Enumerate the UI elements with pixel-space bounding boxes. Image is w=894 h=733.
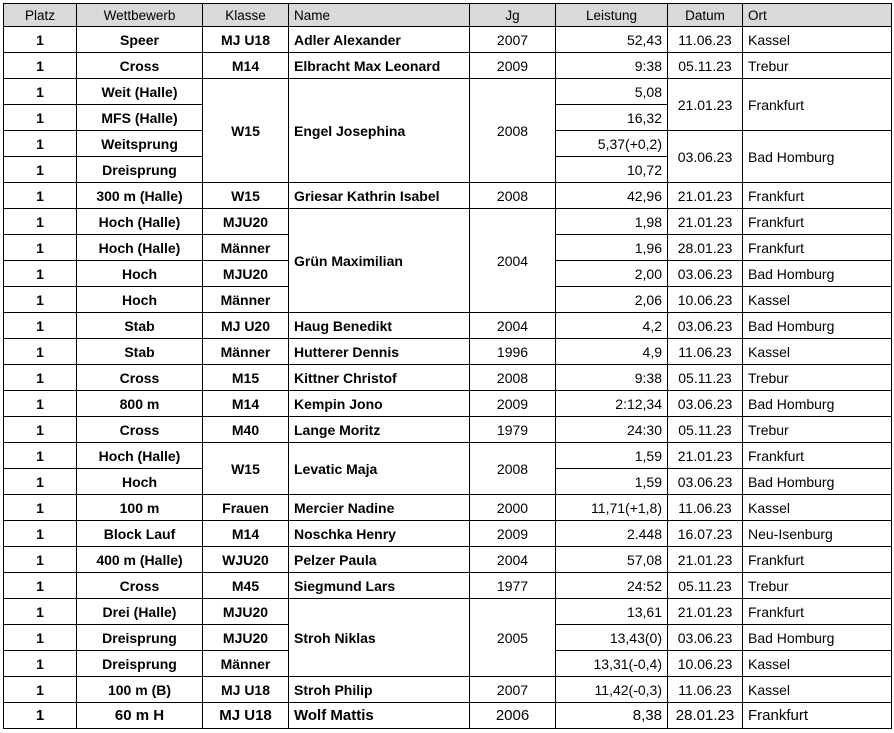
cell-wettbewerb: Stab (77, 313, 203, 339)
table-row (4, 547, 892, 573)
cell-klasse: Männer (203, 651, 289, 677)
cell-name: Noschka Henry (289, 521, 470, 547)
cell-name: Lange Moritz (289, 417, 470, 443)
cell-klasse: M14 (203, 521, 289, 547)
cell-klasse: MJ U18 (203, 703, 289, 729)
header-klasse: Klasse (203, 4, 289, 27)
cell-datum: 03.06.23 (668, 391, 743, 417)
table-row (4, 573, 892, 599)
cell-klasse: M14 (203, 391, 289, 417)
cell-leistung: 13,31(-0,4) (556, 651, 668, 677)
cell-wettbewerb: Weitsprung (77, 131, 203, 157)
cell-wettbewerb: Cross (77, 417, 203, 443)
cell-jg: 2006 (470, 703, 556, 729)
table-row (4, 417, 892, 443)
cell-name: Stroh Niklas (289, 599, 470, 677)
cell-klasse: W15 (203, 183, 289, 209)
cell-ort: Kassel (743, 651, 892, 677)
cell-platz: 1 (4, 521, 77, 547)
cell-leistung: 9:38 (556, 53, 668, 79)
cell-platz: 1 (4, 53, 77, 79)
cell-wettbewerb: Block Lauf (77, 521, 203, 547)
cell-platz: 1 (4, 651, 77, 677)
cell-datum: 28.01.23 (668, 235, 743, 261)
cell-wettbewerb: 800 m (77, 391, 203, 417)
results-table (3, 3, 892, 729)
cell-datum: 05.11.23 (668, 365, 743, 391)
cell-ort: Frankfurt (743, 703, 892, 729)
cell-wettbewerb: 100 m (B) (77, 677, 203, 703)
cell-wettbewerb: Hoch (77, 261, 203, 287)
cell-ort: Frankfurt (743, 443, 892, 469)
header-jg: Jg (470, 4, 556, 27)
cell-datum: 21.01.23 (668, 79, 743, 131)
cell-platz: 1 (4, 469, 77, 495)
cell-klasse: M45 (203, 573, 289, 599)
cell-klasse: Männer (203, 339, 289, 365)
cell-platz: 1 (4, 443, 77, 469)
cell-datum: 03.06.23 (668, 131, 743, 183)
cell-platz: 1 (4, 235, 77, 261)
cell-ort: Neu-Isenburg (743, 521, 892, 547)
cell-wettbewerb: Hoch (Halle) (77, 235, 203, 261)
table-row (4, 703, 892, 729)
header-leistung: Leistung (556, 4, 668, 27)
table-row (4, 521, 892, 547)
cell-ort: Trebur (743, 573, 892, 599)
cell-klasse: MJU20 (203, 209, 289, 235)
cell-jg: 2007 (470, 677, 556, 703)
cell-ort: Frankfurt (743, 235, 892, 261)
cell-klasse: MJ U18 (203, 677, 289, 703)
cell-ort: Kassel (743, 339, 892, 365)
cell-datum: 03.06.23 (668, 469, 743, 495)
table-row (4, 53, 892, 79)
cell-jg: 1977 (470, 573, 556, 599)
cell-name: Engel Josephina (289, 79, 470, 183)
cell-jg: 1979 (470, 417, 556, 443)
cell-datum: 11.06.23 (668, 677, 743, 703)
cell-klasse: W15 (203, 79, 289, 183)
cell-platz: 1 (4, 495, 77, 521)
cell-name: Hutterer Dennis (289, 339, 470, 365)
cell-leistung: 24:52 (556, 573, 668, 599)
cell-leistung: 11,42(-0,3) (556, 677, 668, 703)
cell-wettbewerb: Hoch (77, 287, 203, 313)
table-row (4, 79, 892, 105)
cell-leistung: 1,96 (556, 235, 668, 261)
cell-datum: 16.07.23 (668, 521, 743, 547)
cell-platz: 1 (4, 27, 77, 53)
cell-datum: 11.06.23 (668, 495, 743, 521)
cell-platz: 1 (4, 365, 77, 391)
cell-klasse: M15 (203, 365, 289, 391)
cell-klasse: MJ U20 (203, 313, 289, 339)
table-row (4, 339, 892, 365)
cell-name: Grün Maximilian (289, 209, 470, 313)
cell-datum: 03.06.23 (668, 261, 743, 287)
table-row (4, 391, 892, 417)
cell-platz: 1 (4, 547, 77, 573)
cell-wettbewerb: Hoch (Halle) (77, 443, 203, 469)
cell-platz: 1 (4, 599, 77, 625)
cell-datum: 11.06.23 (668, 339, 743, 365)
cell-platz: 1 (4, 183, 77, 209)
header-name: Name (289, 4, 470, 27)
cell-name: Adler Alexander (289, 27, 470, 53)
cell-leistung: 2,06 (556, 287, 668, 313)
cell-datum: 11.06.23 (668, 27, 743, 53)
cell-name: Stroh Philip (289, 677, 470, 703)
cell-leistung: 1,59 (556, 469, 668, 495)
cell-datum: 05.11.23 (668, 53, 743, 79)
cell-jg: 2004 (470, 547, 556, 573)
cell-leistung: 2:12,34 (556, 391, 668, 417)
cell-ort: Trebur (743, 53, 892, 79)
cell-platz: 1 (4, 79, 77, 105)
cell-name: Siegmund Lars (289, 573, 470, 599)
cell-ort: Frankfurt (743, 79, 892, 131)
cell-datum: 28.01.23 (668, 703, 743, 729)
cell-jg: 2005 (470, 599, 556, 677)
table-row (4, 27, 892, 53)
cell-datum: 21.01.23 (668, 209, 743, 235)
cell-platz: 1 (4, 261, 77, 287)
cell-leistung: 4,9 (556, 339, 668, 365)
cell-klasse: MJU20 (203, 625, 289, 651)
cell-ort: Kassel (743, 27, 892, 53)
cell-leistung: 13,61 (556, 599, 668, 625)
cell-wettbewerb: Speer (77, 27, 203, 53)
cell-klasse: WJU20 (203, 547, 289, 573)
table-row (4, 443, 892, 469)
cell-wettbewerb: Cross (77, 573, 203, 599)
cell-jg: 2008 (470, 79, 556, 183)
cell-jg: 2007 (470, 27, 556, 53)
cell-wettbewerb: 60 m H (77, 703, 203, 729)
cell-datum: 21.01.23 (668, 547, 743, 573)
cell-name: Levatic Maja (289, 443, 470, 495)
cell-wettbewerb: Drei (Halle) (77, 599, 203, 625)
cell-klasse: Frauen (203, 495, 289, 521)
cell-klasse: Männer (203, 287, 289, 313)
cell-datum: 10.06.23 (668, 287, 743, 313)
cell-platz: 1 (4, 105, 77, 131)
cell-platz: 1 (4, 677, 77, 703)
cell-wettbewerb: Cross (77, 53, 203, 79)
cell-klasse: M14 (203, 53, 289, 79)
cell-ort: Bad Homburg (743, 131, 892, 183)
cell-wettbewerb: Dreisprung (77, 625, 203, 651)
cell-jg: 2008 (470, 365, 556, 391)
cell-wettbewerb: MFS (Halle) (77, 105, 203, 131)
cell-klasse: W15 (203, 443, 289, 495)
cell-ort: Bad Homburg (743, 391, 892, 417)
cell-ort: Kassel (743, 677, 892, 703)
cell-wettbewerb: Weit (Halle) (77, 79, 203, 105)
cell-jg: 2009 (470, 391, 556, 417)
cell-jg: 2004 (470, 313, 556, 339)
cell-ort: Bad Homburg (743, 313, 892, 339)
header-datum: Datum (668, 4, 743, 27)
cell-datum: 21.01.23 (668, 599, 743, 625)
cell-platz: 1 (4, 625, 77, 651)
header-row (4, 4, 892, 27)
cell-ort: Trebur (743, 365, 892, 391)
cell-leistung: 57,08 (556, 547, 668, 573)
cell-platz: 1 (4, 573, 77, 599)
cell-leistung: 5,08 (556, 79, 668, 105)
cell-datum: 05.11.23 (668, 573, 743, 599)
cell-name: Pelzer Paula (289, 547, 470, 573)
cell-ort: Bad Homburg (743, 469, 892, 495)
cell-platz: 1 (4, 339, 77, 365)
table-row (4, 209, 892, 235)
cell-name: Wolf Mattis (289, 703, 470, 729)
cell-name: Kittner Christof (289, 365, 470, 391)
cell-wettbewerb: Dreisprung (77, 651, 203, 677)
cell-platz: 1 (4, 391, 77, 417)
cell-platz: 1 (4, 417, 77, 443)
table-row (4, 495, 892, 521)
cell-leistung: 8,38 (556, 703, 668, 729)
cell-ort: Bad Homburg (743, 261, 892, 287)
cell-klasse: Männer (203, 235, 289, 261)
cell-name: Griesar Kathrin Isabel (289, 183, 470, 209)
cell-wettbewerb: Hoch (77, 469, 203, 495)
cell-jg: 1996 (470, 339, 556, 365)
cell-platz: 1 (4, 157, 77, 183)
cell-name: Elbracht Max Leonard (289, 53, 470, 79)
cell-leistung: 24:30 (556, 417, 668, 443)
cell-leistung: 1,98 (556, 209, 668, 235)
header-wettbewerb: Wettbewerb (77, 4, 203, 27)
cell-datum: 03.06.23 (668, 313, 743, 339)
table-row (4, 183, 892, 209)
cell-leistung: 5,37(+0,2) (556, 131, 668, 157)
cell-datum: 21.01.23 (668, 183, 743, 209)
cell-leistung: 52,43 (556, 27, 668, 53)
cell-leistung: 16,32 (556, 105, 668, 131)
cell-datum: 03.06.23 (668, 625, 743, 651)
cell-leistung: 2,00 (556, 261, 668, 287)
header-platz: Platz (4, 4, 77, 27)
cell-ort: Frankfurt (743, 547, 892, 573)
cell-klasse: MJ U18 (203, 27, 289, 53)
cell-wettbewerb: 400 m (Halle) (77, 547, 203, 573)
cell-wettbewerb: 300 m (Halle) (77, 183, 203, 209)
cell-jg: 2008 (470, 183, 556, 209)
cell-platz: 1 (4, 703, 77, 729)
cell-jg: 2004 (470, 209, 556, 313)
cell-datum: 21.01.23 (668, 443, 743, 469)
table-row (4, 365, 892, 391)
cell-leistung: 42,96 (556, 183, 668, 209)
cell-leistung: 9:38 (556, 365, 668, 391)
cell-platz: 1 (4, 131, 77, 157)
cell-leistung: 2.448 (556, 521, 668, 547)
cell-ort: Frankfurt (743, 209, 892, 235)
cell-klasse: M40 (203, 417, 289, 443)
cell-leistung: 13,43(0) (556, 625, 668, 651)
table-row (4, 599, 892, 625)
table-row (4, 677, 892, 703)
cell-ort: Kassel (743, 495, 892, 521)
cell-wettbewerb: Dreisprung (77, 157, 203, 183)
cell-leistung: 10,72 (556, 157, 668, 183)
cell-ort: Frankfurt (743, 183, 892, 209)
cell-name: Haug Benedikt (289, 313, 470, 339)
cell-jg: 2009 (470, 521, 556, 547)
cell-datum: 05.11.23 (668, 417, 743, 443)
header-ort: Ort (743, 4, 892, 27)
cell-wettbewerb: 100 m (77, 495, 203, 521)
cell-name: Kempin Jono (289, 391, 470, 417)
cell-jg: 2008 (470, 443, 556, 495)
cell-platz: 1 (4, 313, 77, 339)
table-row (4, 313, 892, 339)
cell-ort: Bad Homburg (743, 625, 892, 651)
cell-ort: Frankfurt (743, 599, 892, 625)
cell-leistung: 1,59 (556, 443, 668, 469)
cell-wettbewerb: Stab (77, 339, 203, 365)
cell-klasse: MJU20 (203, 599, 289, 625)
cell-platz: 1 (4, 287, 77, 313)
cell-ort: Kassel (743, 287, 892, 313)
cell-wettbewerb: Cross (77, 365, 203, 391)
cell-leistung: 4,2 (556, 313, 668, 339)
cell-klasse: MJU20 (203, 261, 289, 287)
cell-leistung: 11,71(+1,8) (556, 495, 668, 521)
cell-ort: Trebur (743, 417, 892, 443)
cell-wettbewerb: Hoch (Halle) (77, 209, 203, 235)
cell-platz: 1 (4, 209, 77, 235)
cell-jg: 2000 (470, 495, 556, 521)
cell-datum: 10.06.23 (668, 651, 743, 677)
cell-name: Mercier Nadine (289, 495, 470, 521)
cell-jg: 2009 (470, 53, 556, 79)
